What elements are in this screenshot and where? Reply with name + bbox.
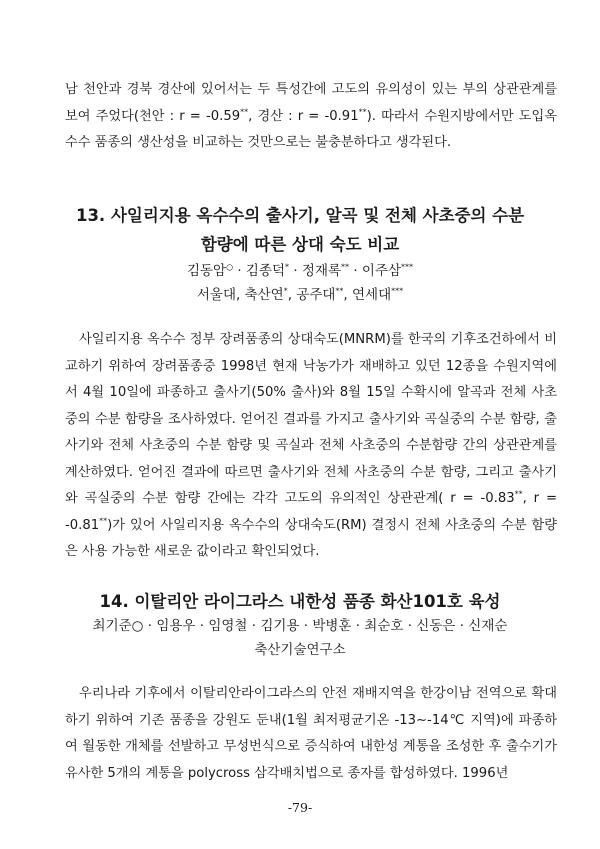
section14-body: 우리나라 기후에서 이탈리안라이그라스의 안전 재배지역을 한강이남 전역으로 확대하기 위하여 기존 품종을 강원도 둔내(1월 최저평균기온 -13∼-14℃ 지역)에 파종하여 월동한 개체를 선발하고 무성번식으로 증식하여 내한성 계통을 조성한 후 출수기가 유사한 5개의 계통을 polycross 삼각배치법으로 종자를 합성하였다. 1996년 xyxy=(65,686,557,781)
author: 김동암 xyxy=(186,263,227,279)
page-number: -79- xyxy=(287,800,313,815)
author: 정재록 xyxy=(301,263,342,279)
section13-title-line2: 함량에 따른 상대 숙도 비교 xyxy=(200,235,400,254)
section13-authors: 김동암○ · 김종덕* · 정재록** · 이주삼*** xyxy=(186,262,414,279)
affiliation: 축산연 xyxy=(244,287,284,303)
section13-title xyxy=(40,201,560,259)
section14-title: 14. 이탈리안 라이그라스 내한성 품종 화산101호 육성 xyxy=(99,592,501,611)
section14-authors: 최기준○ · 임용우 · 임영철 · 김기용 · 박병훈 · 최순호 · 신동은 · 신재순 xyxy=(92,618,508,634)
affiliation: 서울대 xyxy=(196,287,236,303)
section13-title-line1: 13. 사일리지용 옥수수의 출사기, 알곡 및 전체 사초중의 수분 xyxy=(75,206,525,225)
affiliation: 연세대 xyxy=(352,287,392,303)
section14-affiliation: 축산기술연구소 xyxy=(254,642,346,658)
author: 김종덕 xyxy=(245,263,286,279)
author: 이주삼 xyxy=(361,263,402,279)
continued-paragraph: 남 천안과 경북 경산에 있어서는 두 특성간에 고도의 유의성이 있는 부의 상관관계를 보여 주었다(천안 : r = -0.59**, 경산 : r = -0.91**). 따라서 수원지방에서만 도입옥수수 품종의 생산성을 비교하는 것만으로는 불충분하다고 생각된다. xyxy=(65,82,557,150)
affiliation: 공주대 xyxy=(296,287,336,303)
section13-body: 사일리지용 옥수수 정부 장려품종의 상대숙도(MNRM)를 한국의 기후조건하에서 비교하기 위하여 장려품종중 1998년 현재 낙농가가 재배하고 있던 12종을 수원지역에서 4월 10일에 파종하고 출사기(50% 출사)와 8월 15일 수확시에 알곡과 전체 사초중의 수분 함량을 조사하였다. 얻어진 결과를 가지고 출사기와 곡실중의 수분 함량, 출사기와 전체 사초중의 수분 함량 및 곡실과 전체 사초중의 수분함량 간의 상관관계를 계산하였다. 얻어진 결과에 따르면 출사기와 전체 사초중의 수분 함량, 그리고 출사기와 곡실중의 수분 함량 간에는 각각 고도의 유의적인 상관관계( r = -0.83**, r = -0.81**)가 있어 사일리지용 옥수수의 상대숙도(RM) 결정시 전체 사초중의 수분 함량은 사용 가능한 새로운 값이라고 확인되었다. xyxy=(65,332,557,559)
section13-affiliations: 서울대, 축산연*, 공주대**, 연세대*** xyxy=(196,286,404,303)
